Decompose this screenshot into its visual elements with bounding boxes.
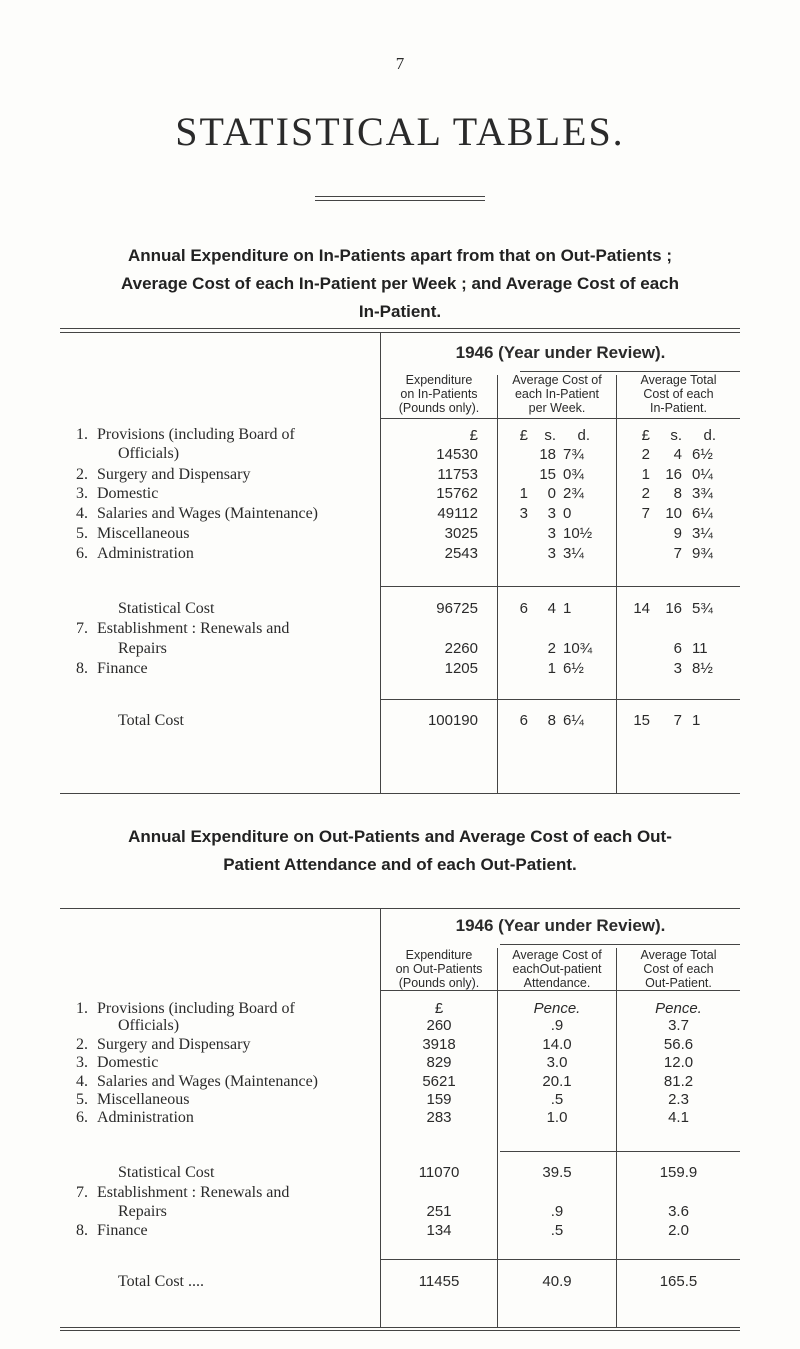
page-title: STATISTICAL TABLES. — [175, 109, 625, 154]
total-total-pounds: 15 — [633, 711, 650, 729]
total-week-pounds: 6 — [519, 711, 528, 729]
page-number: 7 — [395, 54, 405, 73]
row-number: 2. — [76, 1036, 88, 1054]
row-label: Finance — [97, 1221, 148, 1239]
table1-year-rule — [520, 371, 740, 372]
total-week-pence: 6¼ — [563, 711, 584, 729]
unit-pound: £ — [434, 999, 444, 1017]
subtotal-rule — [380, 586, 740, 587]
statistical-label: Statistical Cost — [118, 600, 215, 618]
row-week-pence: 10¾ — [563, 639, 593, 657]
row-expenditure: 1205 — [444, 659, 478, 677]
row-attendance-cost: .5 — [550, 1221, 564, 1239]
row-label: Provisions (including Board of — [97, 999, 295, 1017]
statistical-total-pounds: 14 — [633, 600, 650, 618]
row-week-pence: 0 — [563, 504, 572, 522]
total-expenditure: 11455 — [418, 1273, 460, 1291]
table1-bottom-rule — [60, 793, 740, 794]
row-attendance-cost: .9 — [550, 1017, 564, 1035]
row-total-cost: 81.2 — [663, 1072, 694, 1090]
table1-heading: Annual Expenditure on In-Patients apart from that on Out-Patients ; Average Cost of each In-Patient per Week ; and Average Cost of each In-Patient. — [120, 245, 679, 321]
statistical-attendance-cost: 39.5 — [542, 1164, 572, 1182]
total-label: Total Cost .... — [118, 1273, 204, 1291]
table1-col-divider — [616, 375, 617, 793]
title-rule — [315, 200, 485, 201]
title-rule — [315, 196, 485, 197]
row-label: Surgery and Dispensary — [97, 1036, 251, 1054]
row-week-shillings: 15 — [539, 465, 556, 483]
row-total-shillings: 8 — [673, 485, 682, 503]
row-week-pence: 10½ — [563, 524, 593, 542]
row-week-pence: 2¾ — [563, 485, 584, 503]
row-expenditure: 134 — [426, 1221, 452, 1239]
row-week-pounds: 1 — [519, 485, 528, 503]
table1-col-header-expenditure: Expenditure on In-Patients (Pounds only). — [398, 372, 480, 415]
row-label: Provisions (including Board of — [97, 426, 295, 444]
row-total-shillings: 3 — [673, 659, 682, 677]
unit-shilling: s. — [670, 427, 682, 445]
row-total-shillings: 10 — [665, 504, 682, 522]
row-label: Administration — [97, 1109, 194, 1127]
row-label: Officials) — [118, 444, 180, 462]
row-label: Domestic — [97, 1053, 159, 1071]
row-number: 1. — [76, 426, 88, 444]
table1-col-header-week: Average Cost of each In-Patient per Week. — [512, 372, 602, 415]
row-expenditure: 260 — [426, 1017, 452, 1035]
subtotal-rule — [380, 1259, 740, 1260]
row-label: Officials) — [118, 1017, 180, 1035]
row-expenditure: 49112 — [437, 504, 478, 522]
statistical-week-pence: 1 — [563, 600, 572, 618]
row-number: 7. — [76, 1184, 88, 1202]
unit-pence: d. — [577, 427, 590, 445]
row-total-pence: 8½ — [692, 659, 713, 677]
table2-header-rule — [380, 990, 740, 991]
row-total-shillings: 6 — [673, 639, 682, 657]
total-expenditure: 100190 — [427, 711, 478, 729]
row-week-pence: 6½ — [563, 659, 584, 677]
row-total-pence: 11 — [692, 639, 708, 657]
unit-pence: Pence. — [655, 999, 702, 1017]
table2-bottom-rule — [60, 1327, 740, 1328]
statistical-week-shillings: 4 — [547, 600, 556, 618]
table2-col-header-total: Average Total Cost of each Out-Patient. — [640, 948, 717, 991]
unit-pound: £ — [641, 427, 650, 445]
table1-top-rule — [60, 328, 740, 329]
row-number: 6. — [76, 545, 88, 563]
total-total-cost: 165.5 — [659, 1273, 698, 1291]
row-number: 2. — [76, 465, 88, 483]
row-week-pence: 7¾ — [563, 445, 584, 463]
row-total-cost: 4.1 — [668, 1109, 689, 1127]
row-total-shillings: 9 — [673, 524, 682, 542]
row-total-pounds: 2 — [641, 445, 650, 463]
row-expenditure: 829 — [426, 1053, 452, 1071]
row-total-pence: 6¼ — [692, 504, 713, 522]
statistical-expenditure: 96725 — [436, 600, 478, 618]
row-expenditure: 14530 — [436, 445, 478, 463]
row-expenditure: 3025 — [444, 524, 478, 542]
unit-pound: £ — [469, 427, 478, 445]
row-number: 3. — [76, 1053, 88, 1071]
row-week-pounds: 3 — [519, 504, 528, 522]
row-total-cost: 2.0 — [668, 1221, 689, 1239]
row-week-shillings: 18 — [539, 445, 556, 463]
row-expenditure: 15762 — [436, 485, 478, 503]
row-attendance-cost: 3.0 — [546, 1053, 568, 1071]
row-week-shillings: 2 — [547, 639, 556, 657]
row-attendance-cost: .5 — [550, 1091, 564, 1109]
row-label: Establishment : Renewals and — [97, 1184, 290, 1202]
row-week-shillings: 1 — [547, 659, 556, 677]
table2-year-header: 1946 (Year under Review). — [455, 916, 666, 936]
row-week-shillings: 3 — [547, 545, 556, 563]
row-week-shillings: 3 — [547, 524, 556, 542]
statistical-week-pounds: 6 — [519, 600, 528, 618]
table2-year-rule — [500, 944, 740, 945]
row-total-pounds: 2 — [641, 485, 650, 503]
row-attendance-cost: 20.1 — [542, 1072, 572, 1090]
row-expenditure: 2543 — [444, 545, 478, 563]
table1-col-header-total: Average Total Cost of each In-Patient. — [640, 372, 717, 415]
table2-bottom-rule — [60, 1330, 740, 1331]
row-number: 5. — [76, 524, 88, 542]
subtotal-rule — [380, 699, 740, 700]
table1-top-rule — [60, 332, 740, 333]
row-label: Salaries and Wages (Maintenance) — [97, 504, 318, 522]
row-attendance-cost: 14.0 — [542, 1036, 572, 1054]
row-number: 8. — [76, 659, 88, 677]
row-label: Repairs — [118, 1202, 167, 1220]
statistical-expenditure: 11070 — [418, 1164, 460, 1182]
row-expenditure: 2260 — [444, 639, 478, 657]
row-week-shillings: 3 — [547, 504, 556, 522]
row-label: Miscellaneous — [97, 1091, 190, 1109]
row-total-pence: 6½ — [692, 445, 713, 463]
total-label: Total Cost — [118, 711, 184, 729]
row-label: Administration — [97, 545, 194, 563]
table2-col-header-attendance: Average Cost of eachOut-patient Attendance. — [512, 948, 602, 991]
row-week-pence: 3¼ — [563, 545, 584, 563]
table1-header-rule — [380, 418, 740, 419]
row-total-shillings: 16 — [665, 465, 682, 483]
row-label: Domestic — [97, 485, 159, 503]
total-total-pence: 1 — [692, 711, 701, 729]
row-label: Surgery and Dispensary — [97, 465, 251, 483]
row-attendance-cost: 1.0 — [546, 1109, 568, 1127]
row-number: 4. — [76, 504, 88, 522]
unit-shilling: s. — [544, 427, 556, 445]
statistical-total-pence: 5¾ — [692, 600, 713, 618]
table2-top-rule — [60, 908, 740, 909]
table2-heading: Annual Expenditure on Out-Patients and Average Cost of each Out- Patient Attendance and of each Out-Patient. — [128, 826, 672, 874]
row-label: Miscellaneous — [97, 524, 190, 542]
row-expenditure: 11753 — [437, 465, 478, 483]
row-number: 4. — [76, 1072, 88, 1090]
row-total-shillings: 4 — [673, 445, 682, 463]
row-number: 3. — [76, 485, 88, 503]
row-total-cost: 56.6 — [663, 1036, 694, 1054]
row-week-pence: 0¾ — [563, 465, 584, 483]
row-total-cost: 3.6 — [668, 1202, 689, 1220]
table2-col-header-expenditure: Expenditure on Out-Patients (Pounds only). — [395, 948, 483, 991]
unit-pound: £ — [519, 427, 528, 445]
row-expenditure: 283 — [426, 1109, 452, 1127]
table1-year-header: 1946 (Year under Review). — [455, 342, 666, 362]
row-total-pence: 3¼ — [692, 524, 713, 542]
row-total-pounds: 7 — [641, 504, 650, 522]
statistical-total-cost: 159.9 — [659, 1164, 698, 1182]
row-total-cost: 2.3 — [668, 1091, 689, 1109]
row-total-pence: 9¾ — [692, 545, 713, 563]
total-week-shillings: 8 — [547, 711, 556, 729]
row-number: 6. — [76, 1109, 88, 1127]
row-attendance-cost: .9 — [550, 1202, 564, 1220]
row-expenditure: 5621 — [422, 1072, 456, 1090]
row-total-pence: 0¼ — [692, 465, 713, 483]
row-week-shillings: 0 — [547, 485, 556, 503]
row-number: 8. — [76, 1221, 88, 1239]
unit-pence: Pence. — [533, 999, 581, 1017]
row-expenditure: 3918 — [422, 1036, 456, 1054]
subtotal-rule — [500, 1151, 740, 1152]
row-label: Repairs — [118, 639, 167, 657]
row-expenditure: 251 — [426, 1202, 452, 1220]
row-label: Finance — [97, 659, 148, 677]
total-total-shillings: 7 — [673, 711, 682, 729]
row-number: 1. — [76, 999, 88, 1017]
row-total-shillings: 7 — [673, 545, 682, 563]
unit-pence: d. — [703, 427, 716, 445]
statistical-label: Statistical Cost — [118, 1164, 215, 1182]
total-attendance-cost: 40.9 — [542, 1273, 572, 1291]
row-total-pounds: 1 — [641, 465, 650, 483]
row-label: Establishment : Renewals and — [97, 620, 290, 638]
statistical-total-shillings: 16 — [665, 600, 682, 618]
row-total-pence: 3¾ — [692, 485, 713, 503]
row-number: 5. — [76, 1091, 88, 1109]
row-expenditure: 159 — [426, 1091, 452, 1109]
row-label: Salaries and Wages (Maintenance) — [97, 1072, 318, 1090]
row-number: 7. — [76, 620, 88, 638]
row-total-cost: 3.7 — [668, 1017, 689, 1035]
row-total-cost: 12.0 — [663, 1053, 694, 1071]
